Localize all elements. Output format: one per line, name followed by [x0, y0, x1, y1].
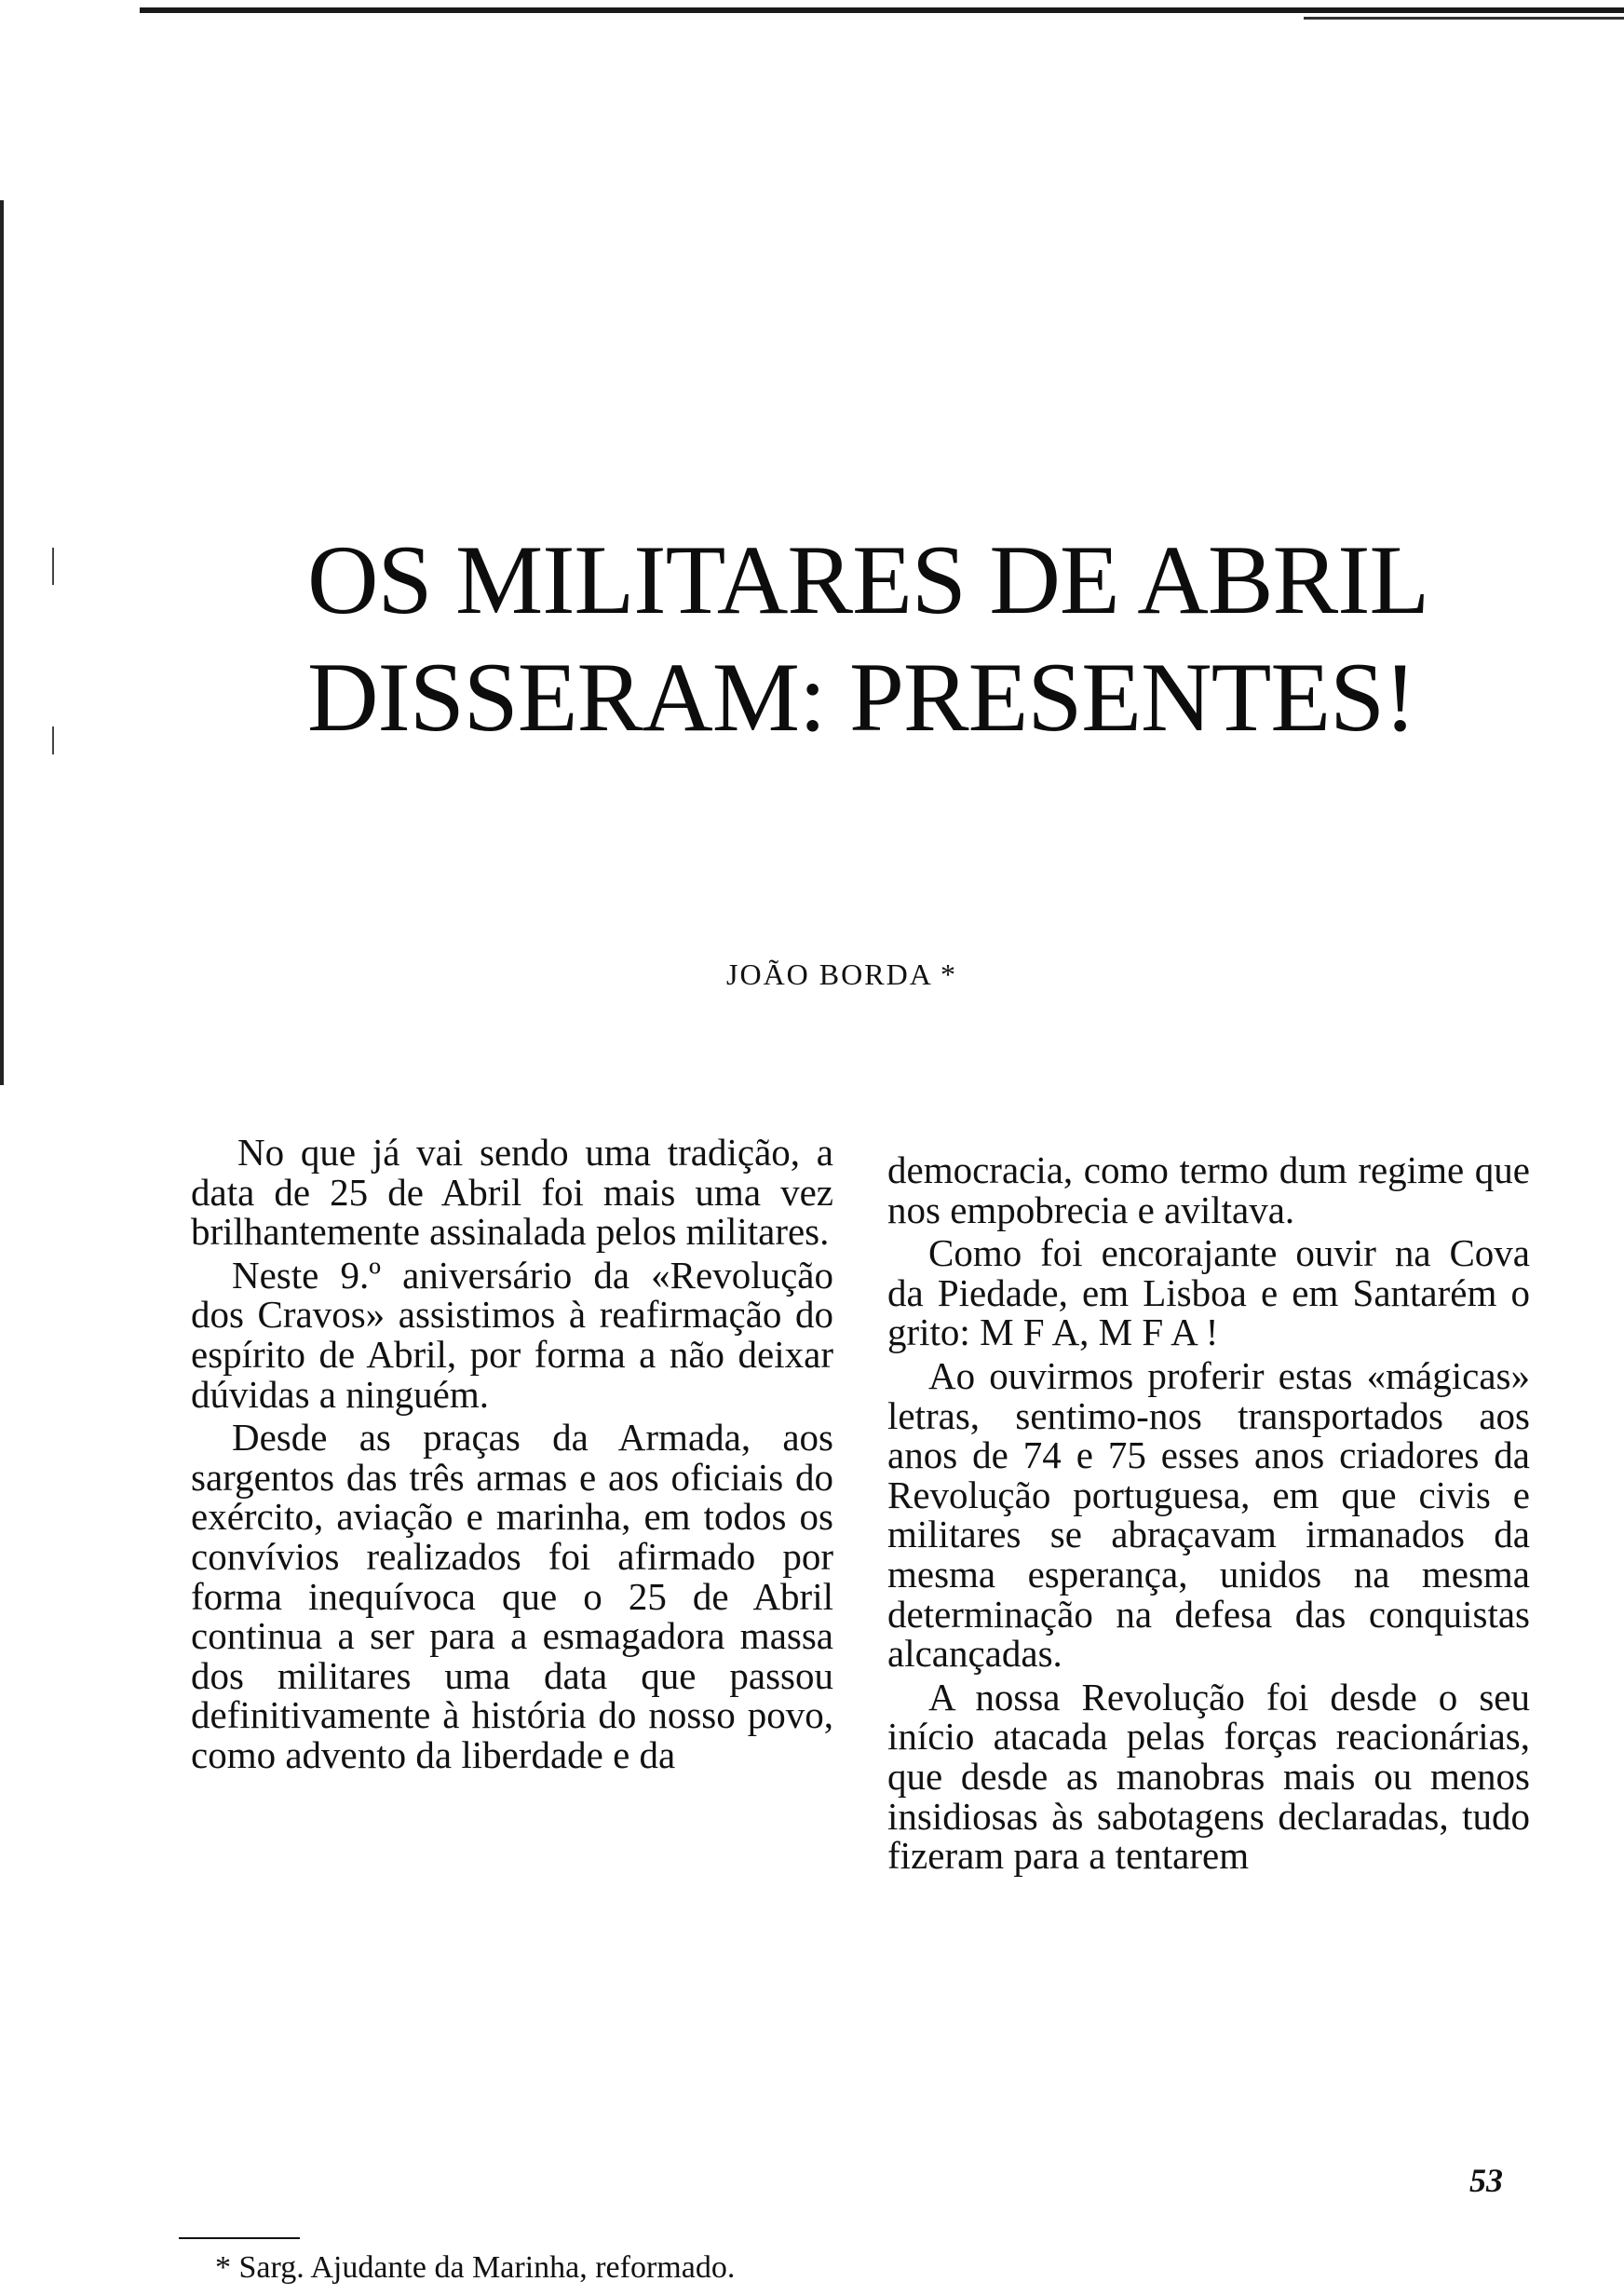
top-border-rule-secondary — [1304, 17, 1624, 20]
paragraph: A nossa Revolução foi desde o seu início atacada pelas forças reacionárias, que desde as manobras mais ou menos insidiosas às sabotagens declaradas, tudo fizeram para a tentarem — [887, 1675, 1530, 1878]
article-title-line-2: DISSERAM: PRESENTES! — [307, 643, 1416, 752]
paragraph: No que já vai sendo uma tradição, a data de 25 de Abril foi mais uma vez brilhantemente assinalada pelos militares. — [191, 1131, 833, 1254]
paragraph: Como foi encorajante ouvir na Cova da Piedade, em Lisboa e em Santarém o grito: M F A, M F A ! — [887, 1231, 1530, 1354]
article-title — [307, 522, 1429, 756]
paragraph: Desde as praças da Armada, aos sargentos das três armas e aos oficiais do exército, aviação e marinha, em todos os convívios realizados foi afirmado por forma inequívoca que o 25 de Abril continua a ser para a esmagadora massa dos militares uma data que passou definitivamente à história do nosso povo, como advento da liberdade e da — [191, 1416, 833, 1776]
paragraph: Neste 9.º aniversário da «Revolução dos Cravos» assistimos à reafirmação do espírito de Abril, por forma a não deixar dúvidas a ninguém. — [191, 1253, 833, 1416]
article-author: JOÃO BORDA * — [726, 957, 958, 991]
paragraph-continuation: democracia, como termo dum regime que nos empobrecia e aviltava. — [887, 1148, 1530, 1231]
article-title-line-1: OS MILITARES DE ABRIL — [307, 525, 1429, 634]
paragraph: Ao ouvirmos proferir estas «mágicas» letras, sentimo-nos transportados aos anos de 74 e 75 esses anos criadores da Revolução portuguesa, em que civis e militares se abraçavam irmanados da mesma esperança, unidos na mesma determinação na defesa das conquistas alcançadas. — [887, 1353, 1530, 1676]
left-page-edge — [0, 200, 4, 1085]
margin-mark — [52, 548, 54, 585]
page-number: 53 — [1469, 2162, 1503, 2199]
footnote-rule — [179, 2237, 300, 2239]
footnote: * Sarg. Ajudante da Marinha, reformado. — [215, 2250, 736, 2285]
left-text-column — [191, 1133, 833, 1779]
right-text-column — [887, 1150, 1530, 1880]
margin-mark — [52, 727, 54, 754]
top-border-rule — [140, 7, 1624, 13]
